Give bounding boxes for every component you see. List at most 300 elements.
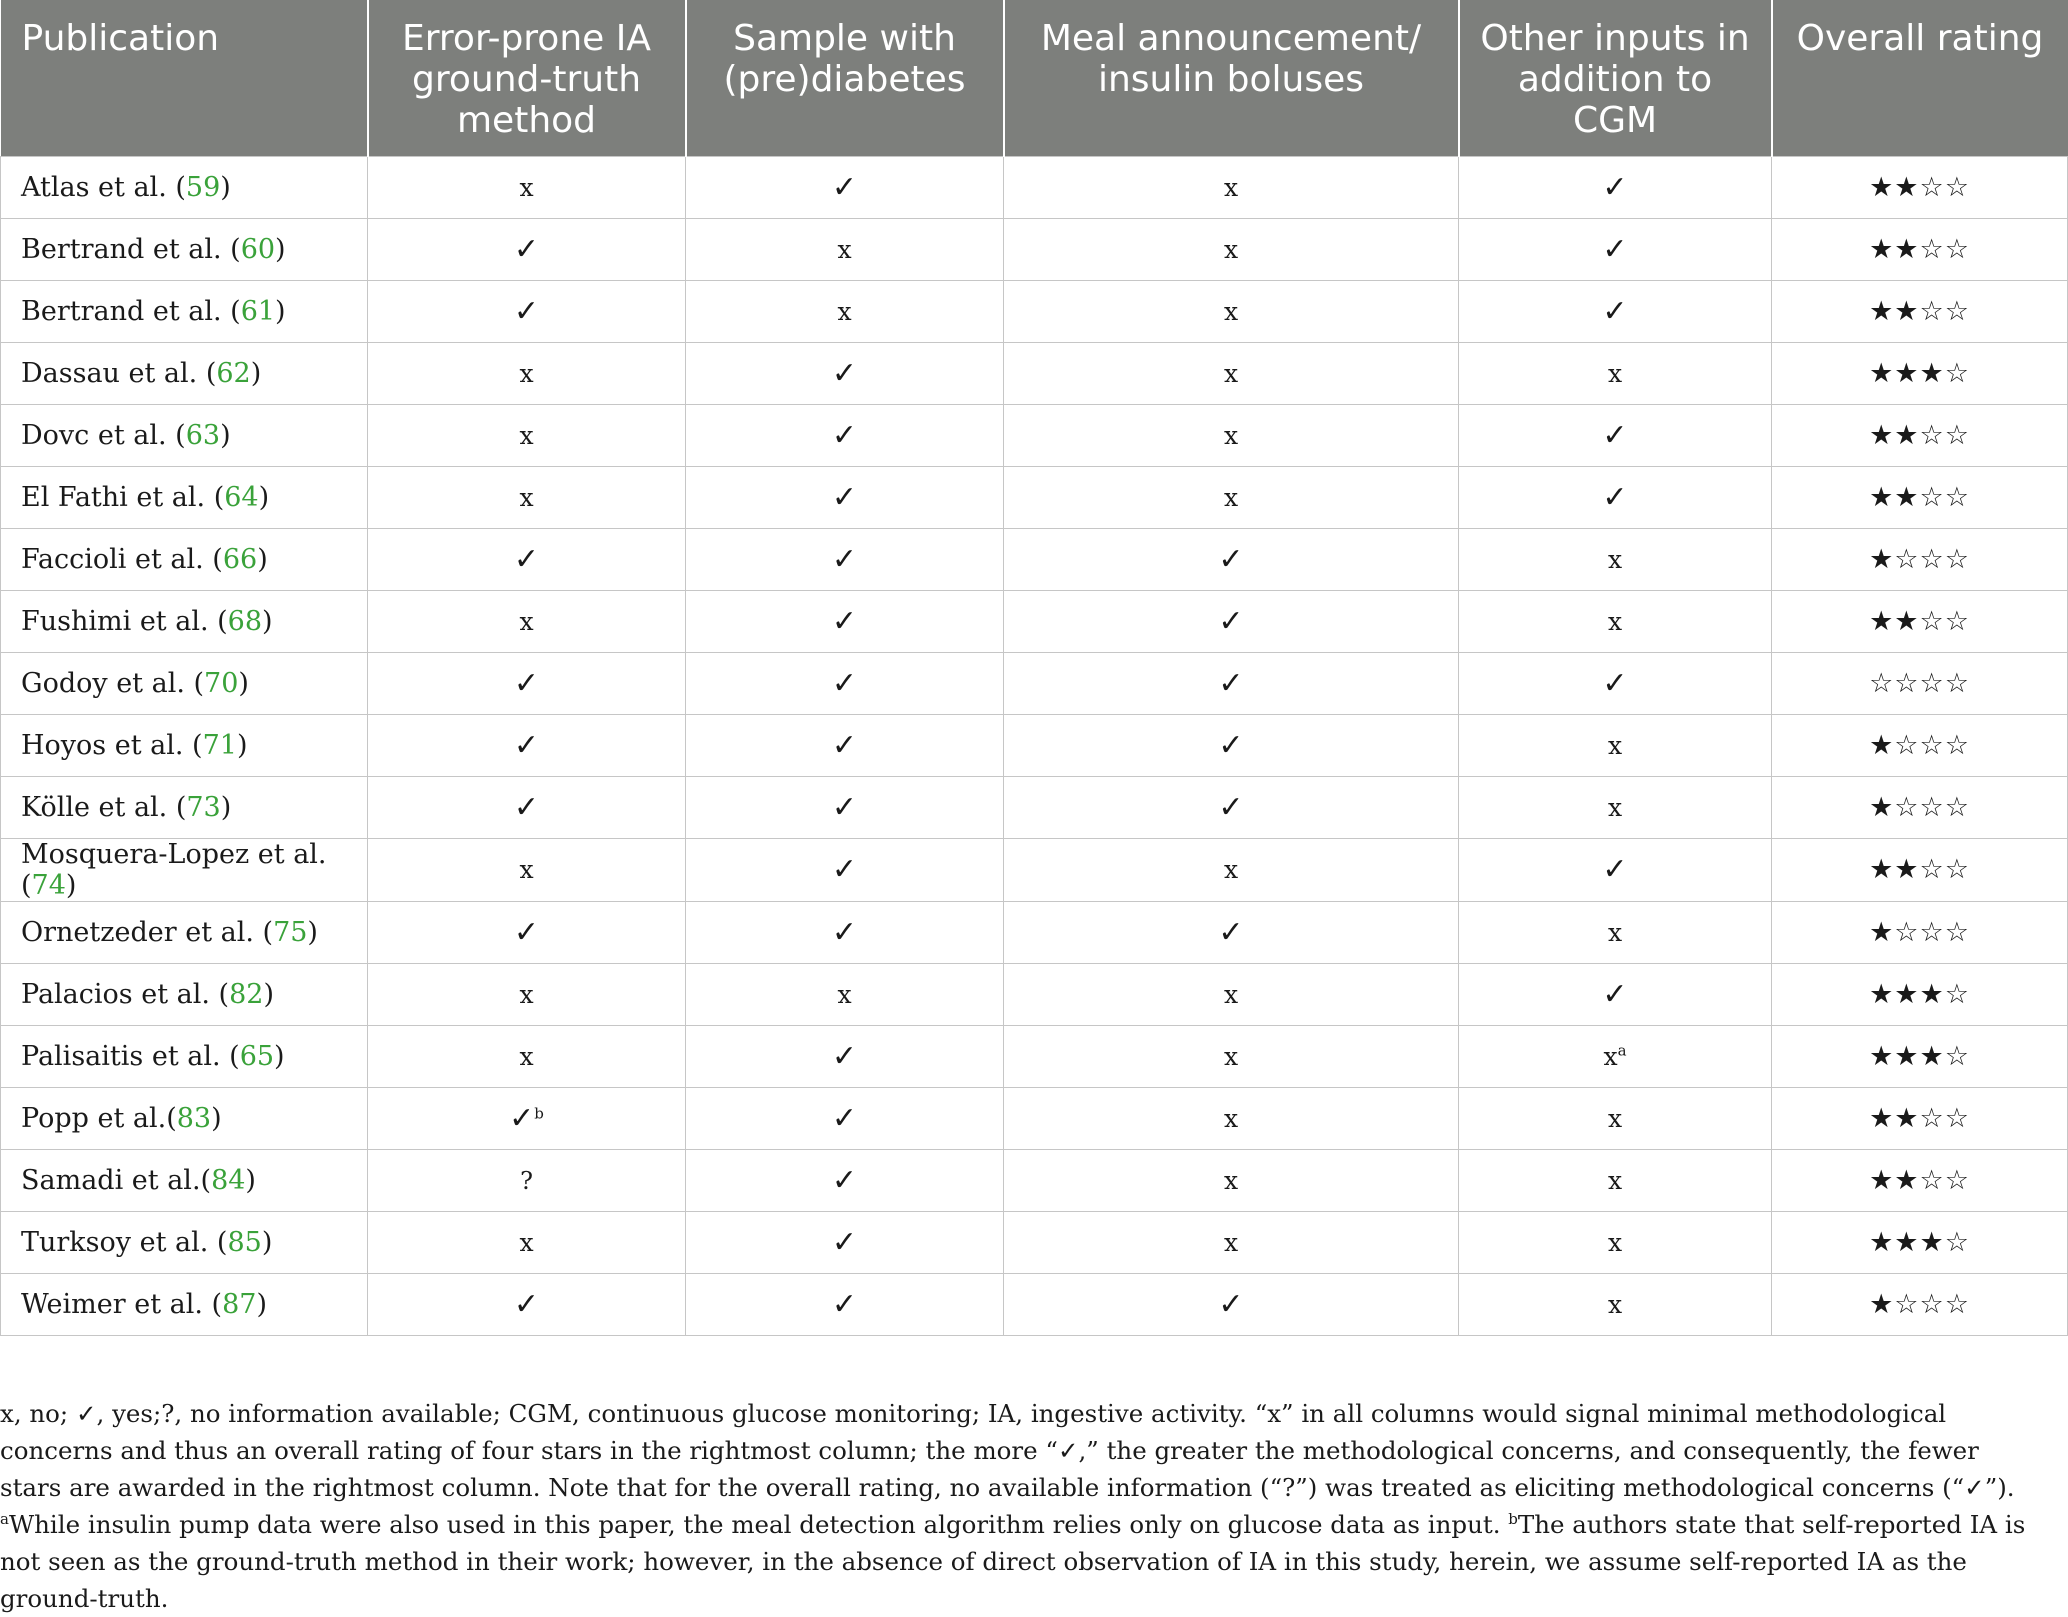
reference-link[interactable]: 61: [240, 295, 276, 327]
cross-mark: x: [1607, 917, 1623, 947]
check-mark: ✓: [831, 665, 858, 701]
cross-mark: x: [1223, 420, 1239, 450]
overall-rating-cell: [1772, 1025, 2068, 1087]
table-body: [1, 156, 2068, 1335]
table-row: [1, 652, 2068, 714]
sample-diabetes-cell: [686, 1087, 1004, 1149]
error-prone-ia-cell: [368, 156, 686, 218]
check-mark: ✓: [831, 1038, 858, 1074]
meal-announcement-cell: [1004, 901, 1459, 963]
check-mark: ✓: [1218, 727, 1244, 763]
meal-announcement-cell: [1004, 963, 1459, 1025]
publication-close-paren: ): [261, 1226, 273, 1258]
error-prone-ia-cell: [368, 404, 686, 466]
cross-mark: x: [519, 420, 534, 450]
publication-name: Popp et al.(: [21, 1102, 177, 1134]
reference-link[interactable]: 65: [239, 1040, 275, 1072]
error-prone-ia-cell: [368, 1149, 686, 1211]
other-inputs-cell: [1459, 838, 1772, 901]
cross-mark: x: [519, 1227, 534, 1257]
star-rating: ★★☆☆: [1869, 295, 1970, 327]
publication-name: Bertrand et al. (: [21, 295, 241, 327]
error-prone-ia-cell: [368, 901, 686, 963]
meal-announcement-cell: [1004, 590, 1459, 652]
publication-close-paren: ): [220, 419, 231, 451]
cross-mark: x: [519, 482, 534, 512]
check-mark: ✓: [513, 789, 540, 825]
check-mark: ✓: [1218, 665, 1244, 701]
publication-cell: [1, 280, 368, 342]
reference-link[interactable]: 60: [240, 233, 276, 265]
publication-close-paren: ): [238, 667, 249, 699]
footnote-legend: x, no; ✓, yes;?, no information available; CGM, continuous glucose monitoring; IA, ingestive activity. “x” in all columns would signal minimal methodological concerns and thus an overall rating of four stars in the rightmost column; the more “✓,” the greater the methodological concerns, and consequently, the fewer stars are awarded in the rightmost column. Note that for the overall rating, no available information (“?”) was treated as eliciting methodological concerns (“✓”).: [0, 1399, 2015, 1502]
publication-cell: [1, 838, 368, 901]
publication-cell: [1, 714, 368, 776]
cross-mark: x: [519, 358, 534, 388]
sample-diabetes-cell: [686, 1273, 1004, 1335]
reference-link[interactable]: 68: [227, 605, 263, 637]
other-inputs-cell: [1459, 1025, 1772, 1087]
sample-diabetes-cell: [686, 156, 1004, 218]
reference-link[interactable]: 82: [229, 978, 264, 1010]
star-rating: ★★☆☆: [1869, 1102, 1970, 1134]
other-inputs-cell: [1459, 590, 1772, 652]
check-mark: ✓: [831, 355, 858, 391]
check-mark: ✓: [513, 727, 540, 763]
cross-mark: x: [1607, 792, 1623, 822]
publication-close-paren: ): [275, 295, 286, 327]
sample-diabetes-cell: [686, 528, 1004, 590]
star-rating: ★★☆☆: [1869, 171, 1970, 203]
table-row: [1, 404, 2068, 466]
cross-mark: x: [1223, 979, 1239, 1009]
cross-mark: x: [519, 979, 534, 1009]
meal-announcement-cell: [1004, 1149, 1459, 1211]
table-row: [1, 528, 2068, 590]
other-inputs-cell: [1459, 342, 1772, 404]
reference-link[interactable]: 70: [204, 667, 239, 699]
table-row: [1, 590, 2068, 652]
meal-announcement-cell: [1004, 1025, 1459, 1087]
table-row: [1, 776, 2068, 838]
star-rating: ★★★☆: [1869, 978, 1970, 1010]
publication-name: Atlas et al. (: [21, 171, 186, 203]
other-inputs-cell: [1459, 404, 1772, 466]
publication-close-paren: ): [275, 233, 286, 265]
publication-close-paren: ): [220, 791, 232, 823]
reference-link[interactable]: 59: [185, 171, 221, 203]
sample-diabetes-cell: [686, 1149, 1004, 1211]
publication-cell: [1, 590, 368, 652]
publication-close-paren: ): [263, 978, 274, 1010]
other-inputs-cell: [1459, 901, 1772, 963]
star-rating: ☆☆☆☆: [1869, 667, 1970, 699]
error-prone-ia-cell: [368, 776, 686, 838]
publication-name: Kölle et al. (: [21, 791, 187, 823]
overall-rating-cell: [1772, 776, 2068, 838]
overall-rating-cell: [1772, 1087, 2068, 1149]
cross-mark: x: [1607, 730, 1623, 760]
meal-announcement-cell: [1004, 156, 1459, 218]
overall-rating-cell: [1772, 156, 2068, 218]
publication-name: El Fathi et al. (: [21, 481, 225, 513]
table-footnote: [0, 1395, 2040, 1617]
overall-rating-cell: [1772, 590, 2068, 652]
reference-link[interactable]: 62: [216, 357, 251, 389]
table-row: [1, 466, 2068, 528]
publication-name: Godoy et al. (: [21, 667, 205, 699]
sample-diabetes-cell: [686, 963, 1004, 1025]
error-prone-ia-cell: [368, 466, 686, 528]
publication-cell: [1, 652, 368, 714]
error-prone-ia-cell: [368, 280, 686, 342]
error-prone-ia-cell: [368, 342, 686, 404]
cross-mark: x: [1607, 1103, 1623, 1133]
unknown-mark: ?: [520, 1166, 533, 1195]
check-mark: ✓: [1602, 479, 1628, 515]
overall-rating-cell: [1772, 901, 2068, 963]
other-inputs-cell: [1459, 1087, 1772, 1149]
cross-mark: x: [1607, 1165, 1623, 1195]
other-inputs-cell: [1459, 1273, 1772, 1335]
meal-announcement-cell: [1004, 466, 1459, 528]
reference-link[interactable]: 66: [222, 543, 258, 575]
star-rating: ★★☆☆: [1869, 605, 1970, 637]
cross-mark: x: [1223, 482, 1239, 512]
footnote-a-mark: a: [0, 1509, 9, 1528]
publication-name: Palacios et al. (: [21, 978, 230, 1010]
check-mark: ✓: [509, 1100, 535, 1136]
check-mark: ✓: [1218, 541, 1244, 577]
cross-mark: x: [519, 172, 534, 202]
publication-cell: [1, 1211, 368, 1273]
publication-name: Faccioli et al. (: [21, 543, 223, 575]
other-inputs-cell: [1459, 652, 1772, 714]
sample-diabetes-cell: [686, 280, 1004, 342]
check-mark: ✓: [831, 541, 858, 577]
star-rating: ★★★☆: [1869, 357, 1970, 389]
reference-link[interactable]: 83: [176, 1102, 212, 1134]
check-mark: ✓: [831, 789, 858, 825]
meal-announcement-cell: [1004, 838, 1459, 901]
check-mark: ✓: [831, 417, 858, 453]
error-prone-ia-cell: [368, 838, 686, 901]
cross-mark: x: [1223, 358, 1239, 388]
table-row: [1, 280, 2068, 342]
reference-link[interactable]: 85: [227, 1226, 262, 1258]
check-mark: ✓: [831, 852, 858, 887]
meal-announcement-cell: [1004, 714, 1459, 776]
other-inputs-cell: [1459, 280, 1772, 342]
reference-link[interactable]: 75: [273, 916, 308, 948]
overall-rating-cell: [1772, 342, 2068, 404]
meal-announcement-cell: [1004, 1211, 1459, 1273]
cross-mark: x: [837, 979, 852, 1009]
error-prone-ia-cell: [368, 218, 686, 280]
overall-rating-cell: [1772, 963, 2068, 1025]
overall-rating-cell: [1772, 528, 2068, 590]
check-mark: ✓: [831, 1286, 858, 1322]
publication-name: Hoyos et al. (: [21, 729, 203, 761]
other-inputs-cell: [1459, 466, 1772, 528]
publication-cell: [1, 776, 368, 838]
publication-name: Mosquera-Lopez et al. (: [21, 838, 327, 901]
publication-cell: [1, 342, 368, 404]
footnote-a: While insulin pump data were also used in this paper, the meal detection algorithm relies only on glucose data as input.: [8, 1510, 1509, 1539]
check-mark: ✓: [1218, 603, 1244, 639]
publication-name: Palisaitis et al. (: [21, 1040, 240, 1072]
sample-diabetes-cell: [686, 218, 1004, 280]
sample-diabetes-cell: [686, 776, 1004, 838]
other-inputs-cell: [1459, 963, 1772, 1025]
table-row: [1, 838, 2068, 901]
meal-announcement-cell: [1004, 776, 1459, 838]
check-mark: ✓: [1602, 852, 1628, 887]
publication-close-paren: ): [65, 869, 77, 901]
header-other-inputs: Other inputs in addition to CGM: [1459, 0, 1772, 156]
error-prone-ia-cell: [368, 528, 686, 590]
table-row: [1, 1273, 2068, 1335]
reference-link[interactable]: 63: [185, 419, 221, 451]
cross-mark: x: [1607, 606, 1623, 636]
check-mark: ✓: [513, 665, 540, 701]
publication-name: Dovc et al. (: [21, 419, 186, 451]
overall-rating-cell: [1772, 280, 2068, 342]
publication-name: Weimer et al. (: [21, 1288, 223, 1320]
sample-diabetes-cell: [686, 404, 1004, 466]
header-meal-announcement: Meal announcement/ insulin boluses: [1004, 0, 1459, 156]
table-row: [1, 1149, 2068, 1211]
table-row: [1, 901, 2068, 963]
table-row: [1, 218, 2068, 280]
table-row: [1, 342, 2068, 404]
sample-diabetes-cell: [686, 1025, 1004, 1087]
publication-cell: [1, 528, 368, 590]
check-mark: ✓: [831, 1100, 858, 1136]
cross-mark: x: [519, 855, 534, 884]
star-rating: ★☆☆☆: [1869, 543, 1970, 575]
other-inputs-cell: [1459, 1211, 1772, 1273]
check-mark: ✓: [1602, 293, 1628, 329]
meal-announcement-cell: [1004, 280, 1459, 342]
cross-mark: x: [1223, 1165, 1239, 1195]
meal-announcement-cell: [1004, 528, 1459, 590]
other-inputs-cell: [1459, 1149, 1772, 1211]
check-mark: ✓: [831, 1224, 858, 1260]
star-rating: ★★★☆: [1869, 1040, 1970, 1072]
publication-close-paren: ): [256, 1288, 267, 1320]
sample-diabetes-cell: [686, 714, 1004, 776]
publication-close-paren: ): [262, 605, 273, 637]
cross-mark: x: [519, 606, 534, 636]
sample-diabetes-cell: [686, 901, 1004, 963]
footnote-b: The authors state that self-reported IA is not seen as the ground-truth method in their work; however, in the absence of direct observation of IA in this study, herein, we assume self-reported IA as the ground-truth.: [0, 1510, 2026, 1613]
check-mark: ✓: [513, 231, 540, 267]
star-rating: ★★☆☆: [1869, 854, 1970, 885]
publication-cell: [1, 1273, 368, 1335]
publication-close-paren: ): [245, 1164, 256, 1196]
publication-close-paren: ): [211, 1102, 222, 1134]
publication-name: Bertrand et al. (: [21, 233, 241, 265]
publication-cell: [1, 963, 368, 1025]
cross-mark: x: [519, 1041, 534, 1071]
publication-cell: [1, 156, 368, 218]
header-overall-rating: Overall rating: [1772, 0, 2068, 156]
publication-cell: [1, 901, 368, 963]
cross-mark: x: [1223, 234, 1239, 264]
cross-mark: x: [837, 234, 852, 264]
table-row: [1, 1025, 2068, 1087]
star-rating: ★☆☆☆: [1869, 1288, 1970, 1320]
publication-close-paren: ): [307, 916, 318, 948]
sample-diabetes-cell: [686, 1211, 1004, 1273]
meal-announcement-cell: [1004, 652, 1459, 714]
header-error-prone-ia: Error-prone IA ground-truth method: [368, 0, 686, 156]
check-mark: ✓: [1602, 169, 1628, 205]
publication-name: Fushimi et al. (: [21, 605, 228, 637]
table-row: [1, 156, 2068, 218]
reference-link[interactable]: 73: [186, 791, 221, 823]
check-mark: ✓: [1218, 1286, 1244, 1322]
sample-diabetes-cell: [686, 838, 1004, 901]
cross-mark: x: [1223, 172, 1239, 202]
meal-announcement-cell: [1004, 218, 1459, 280]
meal-announcement-cell: [1004, 1273, 1459, 1335]
other-inputs-cell: [1459, 156, 1772, 218]
publication-close-paren: ): [258, 481, 270, 513]
check-mark: ✓: [1602, 417, 1628, 453]
cross-mark: x: [1223, 1041, 1239, 1071]
check-mark: ✓: [513, 541, 540, 577]
error-prone-ia-cell: [368, 963, 686, 1025]
check-mark: ✓: [1602, 665, 1628, 701]
header-row: [1, 0, 2068, 156]
overall-rating-cell: [1772, 466, 2068, 528]
reference-link[interactable]: 71: [202, 729, 237, 761]
publication-close-paren: ): [220, 171, 231, 203]
table-row: [1, 714, 2068, 776]
check-mark: ✓: [831, 727, 858, 763]
star-rating: ★☆☆☆: [1869, 916, 1970, 948]
cross-mark: x: [1607, 1227, 1623, 1257]
other-inputs-cell: [1459, 776, 1772, 838]
star-rating: ★★☆☆: [1869, 233, 1970, 265]
publication-cell: [1, 1149, 368, 1211]
check-mark: ✓: [1602, 976, 1628, 1012]
check-mark: ✓: [1602, 231, 1628, 267]
reference-link[interactable]: 74: [31, 869, 66, 901]
publication-cell: [1, 218, 368, 280]
check-mark: ✓: [831, 479, 858, 515]
table-row: [1, 1211, 2068, 1273]
publication-close-paren: ): [257, 543, 268, 575]
error-prone-ia-cell: [368, 1273, 686, 1335]
check-mark: ✓: [1218, 914, 1244, 950]
overall-rating-cell: [1772, 652, 2068, 714]
star-rating: ★☆☆☆: [1869, 729, 1970, 761]
overall-rating-cell: [1772, 218, 2068, 280]
check-mark: ✓: [513, 293, 540, 329]
check-mark: ✓: [1218, 789, 1244, 825]
check-mark: ✓: [831, 169, 858, 205]
check-mark: ✓: [513, 1286, 540, 1322]
overall-rating-cell: [1772, 1273, 2068, 1335]
error-prone-ia-cell: [368, 590, 686, 652]
publication-cell: [1, 466, 368, 528]
check-mark: ✓: [831, 914, 858, 950]
table-row: [1, 1087, 2068, 1149]
cross-mark: x: [1223, 1103, 1239, 1133]
publication-name: Ornetzeder et al. (: [21, 916, 274, 948]
star-rating: ★★☆☆: [1869, 419, 1970, 451]
star-rating: ★★☆☆: [1869, 1164, 1970, 1196]
meal-announcement-cell: [1004, 1087, 1459, 1149]
cross-mark: x: [1607, 1289, 1623, 1319]
reference-link[interactable]: 84: [211, 1164, 246, 1196]
star-rating: ★★★☆: [1869, 1226, 1970, 1258]
star-rating: ★☆☆☆: [1869, 791, 1970, 823]
table-row: [1, 963, 2068, 1025]
error-prone-ia-cell: [368, 1211, 686, 1273]
publication-cell: [1, 1087, 368, 1149]
publication-cell: [1, 1025, 368, 1087]
check-mark: ✓: [831, 1162, 858, 1198]
sample-diabetes-cell: [686, 590, 1004, 652]
publication-name: Dassau et al. (: [21, 357, 217, 389]
cross-mark: x: [1223, 855, 1239, 884]
footnote-marker: a: [1617, 1041, 1627, 1060]
error-prone-ia-cell: [368, 1025, 686, 1087]
reference-link[interactable]: 87: [222, 1288, 257, 1320]
footnote-paragraph: [0, 1395, 2040, 1617]
table-header: [1, 0, 2068, 156]
publication-name: Turksoy et al. (: [21, 1226, 228, 1258]
publication-close-paren: ): [250, 357, 262, 389]
star-rating: ★★☆☆: [1869, 481, 1970, 513]
cross-mark: x: [1223, 296, 1239, 326]
overall-rating-cell: [1772, 1211, 2068, 1273]
footnote-marker: b: [534, 1104, 544, 1123]
sample-diabetes-cell: [686, 466, 1004, 528]
header-sample-diabetes: Sample with (pre)diabetes: [686, 0, 1004, 156]
overall-rating-cell: [1772, 714, 2068, 776]
other-inputs-cell: [1459, 218, 1772, 280]
cross-mark: x: [837, 296, 852, 326]
header-publication: Publication: [1, 0, 368, 156]
cross-mark: x: [1603, 1041, 1618, 1071]
overall-rating-cell: [1772, 404, 2068, 466]
cross-mark: x: [1223, 1227, 1239, 1257]
sample-diabetes-cell: [686, 342, 1004, 404]
publication-close-paren: ): [274, 1040, 285, 1072]
overall-rating-cell: [1772, 838, 2068, 901]
footnote-b-mark: b: [1508, 1509, 1518, 1528]
meal-announcement-cell: [1004, 342, 1459, 404]
cross-mark: x: [1607, 358, 1623, 388]
reference-link[interactable]: 64: [224, 481, 259, 513]
other-inputs-cell: [1459, 528, 1772, 590]
publication-close-paren: ): [236, 729, 248, 761]
overall-rating-cell: [1772, 1149, 2068, 1211]
error-prone-ia-cell: [368, 714, 686, 776]
publication-cell: [1, 404, 368, 466]
meal-announcement-cell: [1004, 404, 1459, 466]
error-prone-ia-cell: [368, 652, 686, 714]
sample-diabetes-cell: [686, 652, 1004, 714]
publication-name: Samadi et al.(: [21, 1164, 212, 1196]
cross-mark: x: [1607, 544, 1623, 574]
check-mark: ✓: [831, 603, 858, 639]
